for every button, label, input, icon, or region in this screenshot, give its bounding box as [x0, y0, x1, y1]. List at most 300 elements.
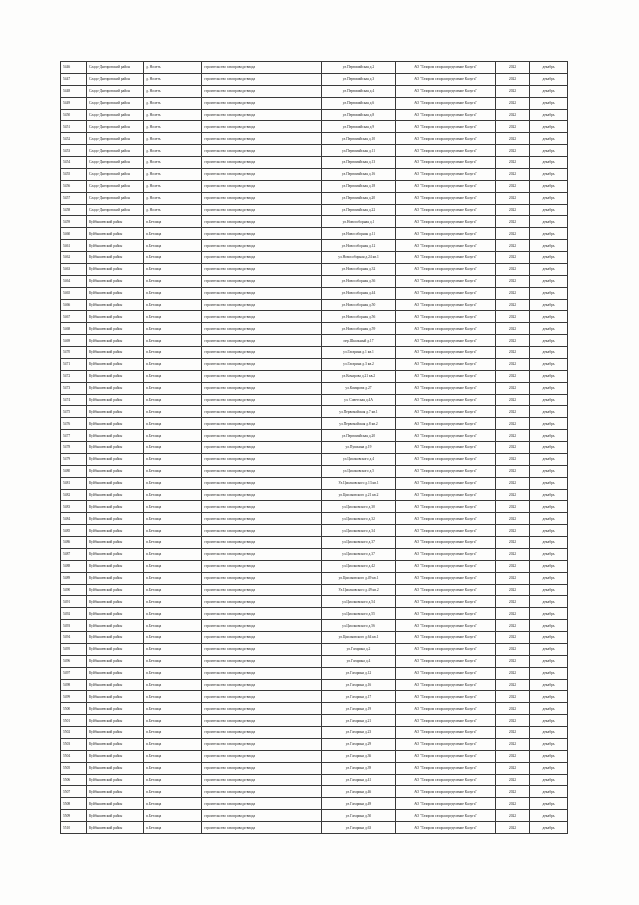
address-cell: ул.Пушкина д.19	[322, 442, 396, 454]
district-cell: Куйбышевский район	[87, 501, 144, 513]
address-cell: ул.Первомайская д.8 кв.2	[322, 418, 396, 430]
settlement-cell: п.Бетлица	[144, 572, 202, 584]
work-type-cell: строительство газопровода-ввода	[202, 477, 322, 489]
organization-cell: АО "Газпром газораспределение Калуга"	[396, 703, 496, 715]
organization-cell: АО "Газпром газораспределение Калуга"	[396, 180, 496, 192]
address-cell: ул.Гагарина д.19	[322, 703, 396, 715]
year-cell: 2022	[496, 537, 530, 549]
table-row	[61, 572, 568, 584]
table-row	[61, 430, 568, 442]
work-type-cell: строительство газопровода-ввода	[202, 774, 322, 786]
month-cell: декабрь	[530, 703, 568, 715]
month-cell: декабрь	[530, 168, 568, 180]
district-cell: Куйбышевский район	[87, 240, 144, 252]
work-type-cell: строительство газопровода-ввода	[202, 738, 322, 750]
row-number: 5459	[61, 216, 87, 228]
work-type-cell: строительство газопровода-ввода	[202, 537, 322, 549]
work-type-cell: строительство газопровода-ввода	[202, 370, 322, 382]
work-type-cell: строительство газопровода-ввода	[202, 121, 322, 133]
organization-cell: АО "Газпром газораспределение Калуга"	[396, 608, 496, 620]
row-number: 5462	[61, 252, 87, 264]
year-cell: 2022	[496, 798, 530, 810]
year-cell: 2022	[496, 299, 530, 311]
year-cell: 2022	[496, 762, 530, 774]
month-cell: декабрь	[530, 774, 568, 786]
table-row	[61, 228, 568, 240]
work-type-cell: строительство газопровода-ввода	[202, 335, 322, 347]
row-number: 5475	[61, 406, 87, 418]
address-cell: ул.Гагарина д.46	[322, 786, 396, 798]
row-number: 5457	[61, 192, 87, 204]
district-cell: Куйбышевский район	[87, 430, 144, 442]
month-cell: декабрь	[530, 620, 568, 632]
year-cell: 2022	[496, 121, 530, 133]
table-row	[61, 786, 568, 798]
address-cell: ул.Циолковского д.49 кв.1	[322, 572, 396, 584]
table-row	[61, 133, 568, 145]
year-cell: 2022	[496, 358, 530, 370]
row-number: 5458	[61, 204, 87, 216]
address-cell: ул.Комарова д.27	[322, 382, 396, 394]
work-type-cell: строительство газопровода-ввода	[202, 643, 322, 655]
organization-cell: АО "Газпром газораспределение Калуга"	[396, 145, 496, 157]
address-cell: ул.Циолковского д.56	[322, 620, 396, 632]
organization-cell: АО "Газпром газораспределение Калуга"	[396, 168, 496, 180]
organization-cell: АО "Газпром газораспределение Калуга"	[396, 560, 496, 572]
work-type-cell: строительство газопровода-ввода	[202, 228, 322, 240]
district-cell: Куйбышевский район	[87, 252, 144, 264]
table-row	[61, 691, 568, 703]
table-row	[61, 584, 568, 596]
table-row	[61, 335, 568, 347]
month-cell: декабрь	[530, 477, 568, 489]
organization-cell: АО "Газпром газораспределение Калуга"	[396, 406, 496, 418]
row-number: 5504	[61, 750, 87, 762]
organization-cell: АО "Газпром газораспределение Калуга"	[396, 347, 496, 359]
table-row	[61, 750, 568, 762]
table-row	[61, 263, 568, 275]
month-cell: декабрь	[530, 655, 568, 667]
district-cell: Сладо-Днепровский район	[87, 145, 144, 157]
district-cell: Куйбышевский район	[87, 715, 144, 727]
work-type-cell: строительство газопровода-ввода	[202, 679, 322, 691]
work-type-cell: строительство газопровода-ввода	[202, 501, 322, 513]
row-number: 5484	[61, 513, 87, 525]
district-cell: Куйбышевский район	[87, 323, 144, 335]
settlement-cell: п.Бетлица	[144, 477, 202, 489]
table-row	[61, 798, 568, 810]
table-row	[61, 655, 568, 667]
settlement-cell: д. Нолеть	[144, 204, 202, 216]
address-cell: ул.Первомайская д.13	[322, 157, 396, 169]
settlement-cell: д. Нолеть	[144, 145, 202, 157]
table-row	[61, 738, 568, 750]
district-cell: Куйбышевский район	[87, 335, 144, 347]
address-cell: ул.Циолковского д.64 кв.1	[322, 632, 396, 644]
district-cell: Сладо-Днепровский район	[87, 168, 144, 180]
year-cell: 2022	[496, 643, 530, 655]
table-row	[61, 477, 568, 489]
month-cell: декабрь	[530, 691, 568, 703]
settlement-cell: п.Бетлица	[144, 643, 202, 655]
settlement-cell: п.Бетлица	[144, 667, 202, 679]
row-number: 5478	[61, 442, 87, 454]
row-number: 5480	[61, 465, 87, 477]
district-cell: Куйбышевский район	[87, 810, 144, 822]
table-row	[61, 73, 568, 85]
year-cell: 2022	[496, 311, 530, 323]
settlement-cell: п.Бетлица	[144, 501, 202, 513]
year-cell: 2022	[496, 501, 530, 513]
address-cell: ул.Гагарина д.41	[322, 774, 396, 786]
work-type-cell: строительство газопровода-ввода	[202, 655, 322, 667]
row-number: 5471	[61, 358, 87, 370]
settlement-cell: п.Бетлица	[144, 798, 202, 810]
work-type-cell: строительство газопровода-ввода	[202, 810, 322, 822]
row-number: 5486	[61, 537, 87, 549]
work-type-cell: строительство газопровода-ввода	[202, 406, 322, 418]
organization-cell: АО "Газпром газораспределение Калуга"	[396, 750, 496, 762]
year-cell: 2022	[496, 489, 530, 501]
work-type-cell: строительство газопровода-ввода	[202, 97, 322, 109]
district-cell: Сладо-Днепровский район	[87, 204, 144, 216]
year-cell: 2022	[496, 97, 530, 109]
settlement-cell: п.Бетлица	[144, 703, 202, 715]
table-row	[61, 513, 568, 525]
row-number: 5469	[61, 335, 87, 347]
district-cell: Куйбышевский район	[87, 679, 144, 691]
settlement-cell: д. Нолеть	[144, 157, 202, 169]
address-cell: ул.Новособорная д.36	[322, 275, 396, 287]
settlement-cell: д. Нолеть	[144, 168, 202, 180]
row-number: 5467	[61, 311, 87, 323]
district-cell: Куйбышевский район	[87, 477, 144, 489]
settlement-cell: п.Бетлица	[144, 335, 202, 347]
year-cell: 2022	[496, 335, 530, 347]
organization-cell: АО "Газпром газораспределение Калуга"	[396, 810, 496, 822]
organization-cell: АО "Газпром газораспределение Калуга"	[396, 584, 496, 596]
row-number: 5451	[61, 121, 87, 133]
organization-cell: АО "Газпром газораспределение Калуга"	[396, 430, 496, 442]
district-cell: Куйбышевский район	[87, 453, 144, 465]
address-cell: ул.Новособорная д.59	[322, 323, 396, 335]
settlement-cell: п.Бетлица	[144, 560, 202, 572]
month-cell: декабрь	[530, 287, 568, 299]
work-type-cell: строительство газопровода-ввода	[202, 216, 322, 228]
year-cell: 2022	[496, 145, 530, 157]
year-cell: 2022	[496, 157, 530, 169]
district-cell: Куйбышевский район	[87, 489, 144, 501]
row-number: 5452	[61, 133, 87, 145]
organization-cell: АО "Газпром газораспределение Калуга"	[396, 62, 496, 74]
organization-cell: АО "Газпром газораспределение Калуга"	[396, 204, 496, 216]
settlement-cell: п.Бетлица	[144, 584, 202, 596]
row-number: 5477	[61, 430, 87, 442]
work-type-cell: строительство газопровода-ввода	[202, 430, 322, 442]
year-cell: 2022	[496, 133, 530, 145]
address-cell: ул.Гагарина д.4	[322, 655, 396, 667]
district-cell: Куйбышевский район	[87, 299, 144, 311]
settlement-cell: п.Бетлица	[144, 774, 202, 786]
address-cell: ул.Циолковского д.4	[322, 453, 396, 465]
work-type-cell: строительство газопровода-ввода	[202, 275, 322, 287]
table-row	[61, 715, 568, 727]
settlement-cell: п.Бетлица	[144, 240, 202, 252]
district-cell: Куйбышевский район	[87, 762, 144, 774]
address-cell: ул.Новособорная д.12	[322, 240, 396, 252]
work-type-cell: строительство газопровода-ввода	[202, 525, 322, 537]
work-type-cell: строительство газопровода-ввода	[202, 465, 322, 477]
settlement-cell: д. Нолеть	[144, 97, 202, 109]
row-number: 5487	[61, 548, 87, 560]
organization-cell: АО "Газпром газораспределение Калуга"	[396, 335, 496, 347]
settlement-cell: д. Нолеть	[144, 133, 202, 145]
table-row	[61, 548, 568, 560]
table-row	[61, 525, 568, 537]
table-row	[61, 192, 568, 204]
organization-cell: АО "Газпром газораспределение Калуга"	[396, 121, 496, 133]
district-cell: Куйбышевский район	[87, 774, 144, 786]
table-row	[61, 632, 568, 644]
year-cell: 2022	[496, 394, 530, 406]
address-cell: ул.Первомайская д.11	[322, 145, 396, 157]
address-cell: ул.Гагарина д.3 кв.2	[322, 358, 396, 370]
month-cell: декабрь	[530, 738, 568, 750]
organization-cell: АО "Газпром газораспределение Калуга"	[396, 109, 496, 121]
year-cell: 2022	[496, 323, 530, 335]
month-cell: декабрь	[530, 572, 568, 584]
table-row	[61, 537, 568, 549]
year-cell: 2022	[496, 109, 530, 121]
work-type-cell: строительство газопровода-ввода	[202, 442, 322, 454]
organization-cell: АО "Газпром газораспределение Калуга"	[396, 655, 496, 667]
settlement-cell: п.Бетлица	[144, 299, 202, 311]
year-cell: 2022	[496, 560, 530, 572]
organization-cell: АО "Газпром газораспределение Калуга"	[396, 73, 496, 85]
district-cell: Куйбышевский район	[87, 798, 144, 810]
row-number: 5483	[61, 501, 87, 513]
district-cell: Куйбышевский район	[87, 560, 144, 572]
row-number: 5447	[61, 73, 87, 85]
organization-cell: АО "Газпром газораспределение Калуга"	[396, 97, 496, 109]
organization-cell: АО "Газпром газораспределение Калуга"	[396, 311, 496, 323]
district-cell: Куйбышевский район	[87, 525, 144, 537]
work-type-cell: строительство газопровода-ввода	[202, 252, 322, 264]
settlement-cell: п.Бетлица	[144, 750, 202, 762]
row-number: 5492	[61, 608, 87, 620]
settlement-cell: п.Бетлица	[144, 513, 202, 525]
year-cell: 2022	[496, 703, 530, 715]
month-cell: декабрь	[530, 382, 568, 394]
district-cell: Куйбышевский район	[87, 216, 144, 228]
year-cell: 2022	[496, 810, 530, 822]
row-number: 5472	[61, 370, 87, 382]
month-cell: декабрь	[530, 667, 568, 679]
district-cell: Куйбышевский район	[87, 584, 144, 596]
row-number: 5474	[61, 394, 87, 406]
month-cell: декабрь	[530, 560, 568, 572]
month-cell: декабрь	[530, 406, 568, 418]
month-cell: декабрь	[530, 465, 568, 477]
district-cell: Куйбышевский район	[87, 370, 144, 382]
address-cell: ул.Гагарина д.21	[322, 715, 396, 727]
month-cell: декабрь	[530, 347, 568, 359]
settlement-cell: п.Бетлица	[144, 311, 202, 323]
row-number: 5446	[61, 62, 87, 74]
month-cell: декабрь	[530, 394, 568, 406]
year-cell: 2022	[496, 750, 530, 762]
settlement-cell: п.Бетлица	[144, 596, 202, 608]
year-cell: 2022	[496, 584, 530, 596]
month-cell: декабрь	[530, 643, 568, 655]
row-number: 5448	[61, 85, 87, 97]
month-cell: декабрь	[530, 216, 568, 228]
address-cell: ул.Первомайская д.6	[322, 97, 396, 109]
work-type-cell: строительство газопровода-ввода	[202, 85, 322, 97]
organization-cell: АО "Газпром газораспределение Калуга"	[396, 465, 496, 477]
table-row	[61, 370, 568, 382]
organization-cell: АО "Газпром газораспределение Калуга"	[396, 643, 496, 655]
row-number: 5496	[61, 655, 87, 667]
month-cell: декабрь	[530, 62, 568, 74]
year-cell: 2022	[496, 168, 530, 180]
address-cell: ул.Первомайская д.10	[322, 133, 396, 145]
work-type-cell: строительство газопровода-ввода	[202, 584, 322, 596]
month-cell: декабрь	[530, 822, 568, 834]
month-cell: декабрь	[530, 762, 568, 774]
work-type-cell: строительство газопровода-ввода	[202, 299, 322, 311]
row-number: 5497	[61, 667, 87, 679]
district-cell: Куйбышевский район	[87, 287, 144, 299]
table-row	[61, 97, 568, 109]
row-number: 5465	[61, 287, 87, 299]
month-cell: декабрь	[530, 727, 568, 739]
settlement-cell: п.Бетлица	[144, 275, 202, 287]
address-cell: ул.Первомайская д.7 кв.1	[322, 406, 396, 418]
year-cell: 2022	[496, 477, 530, 489]
settlement-cell: п.Бетлица	[144, 442, 202, 454]
work-type-cell: строительство газопровода-ввода	[202, 240, 322, 252]
year-cell: 2022	[496, 85, 530, 97]
work-type-cell: строительство газопровода-ввода	[202, 347, 322, 359]
row-number: 5473	[61, 382, 87, 394]
month-cell: декабрь	[530, 157, 568, 169]
table-row	[61, 596, 568, 608]
row-number: 5489	[61, 572, 87, 584]
table-row	[61, 121, 568, 133]
address-cell: ул.Гагарина д.49	[322, 798, 396, 810]
organization-cell: АО "Газпром газораспределение Калуга"	[396, 275, 496, 287]
work-type-cell: строительство газопровода-ввода	[202, 180, 322, 192]
organization-cell: АО "Газпром газораспределение Калуга"	[396, 727, 496, 739]
work-type-cell: строительство газопровода-ввода	[202, 560, 322, 572]
year-cell: 2022	[496, 192, 530, 204]
settlement-cell: п.Бетлица	[144, 691, 202, 703]
organization-cell: АО "Газпром газораспределение Калуга"	[396, 786, 496, 798]
row-number: 5454	[61, 157, 87, 169]
address-cell: ул.Гагарина д.39	[322, 762, 396, 774]
district-cell: Куйбышевский район	[87, 228, 144, 240]
address-cell: ул.Новособорная д.32	[322, 263, 396, 275]
address-cell: ул.Циолковского д.30	[322, 501, 396, 513]
table-row	[61, 157, 568, 169]
settlement-cell: п.Бетлица	[144, 632, 202, 644]
year-cell: 2022	[496, 465, 530, 477]
month-cell: декабрь	[530, 323, 568, 335]
month-cell: декабрь	[530, 584, 568, 596]
table-row	[61, 453, 568, 465]
address-cell: ул.Первомайская д.18	[322, 180, 396, 192]
month-cell: декабрь	[530, 275, 568, 287]
district-cell: Куйбышевский район	[87, 786, 144, 798]
settlement-cell: п.Бетлица	[144, 822, 202, 834]
organization-cell: АО "Газпром газораспределение Калуга"	[396, 525, 496, 537]
district-cell: Куйбышевский район	[87, 596, 144, 608]
year-cell: 2022	[496, 525, 530, 537]
address-cell: ул.Циолковского д.55	[322, 608, 396, 620]
address-cell: ул.Циолковского д.34	[322, 525, 396, 537]
month-cell: декабрь	[530, 596, 568, 608]
settlement-cell: п.Бетлица	[144, 370, 202, 382]
month-cell: декабрь	[530, 85, 568, 97]
address-cell: ул.Новособорная д.56	[322, 311, 396, 323]
organization-cell: АО "Газпром газораспределение Калуга"	[396, 477, 496, 489]
address-cell: ул.Новособорная д.50	[322, 299, 396, 311]
work-type-cell: строительство газопровода-ввода	[202, 311, 322, 323]
year-cell: 2022	[496, 382, 530, 394]
year-cell: 2022	[496, 204, 530, 216]
year-cell: 2022	[496, 715, 530, 727]
table-row	[61, 608, 568, 620]
district-cell: Куйбышевский район	[87, 548, 144, 560]
address-cell: ул.Новособорная д.44	[322, 287, 396, 299]
address-cell: ул.Гагарина д.36	[322, 750, 396, 762]
district-cell: Куйбышевский район	[87, 406, 144, 418]
table-row	[61, 620, 568, 632]
month-cell: декабрь	[530, 418, 568, 430]
year-cell: 2022	[496, 370, 530, 382]
work-type-cell: строительство газопровода-ввода	[202, 667, 322, 679]
organization-cell: АО "Газпром газораспределение Калуга"	[396, 192, 496, 204]
district-cell: Куйбышевский район	[87, 418, 144, 430]
settlement-cell: п.Бетлица	[144, 453, 202, 465]
month-cell: декабрь	[530, 121, 568, 133]
work-type-cell: строительство газопровода-ввода	[202, 62, 322, 74]
table-row	[61, 311, 568, 323]
organization-cell: АО "Газпром газораспределение Калуга"	[396, 667, 496, 679]
work-type-cell: строительство газопровода-ввода	[202, 703, 322, 715]
district-cell: Куйбышевский район	[87, 667, 144, 679]
settlement-cell: п.Бетлица	[144, 263, 202, 275]
year-cell: 2022	[496, 228, 530, 240]
work-type-cell: строительство газопровода-ввода	[202, 109, 322, 121]
district-cell: Куйбышевский район	[87, 347, 144, 359]
address-cell: ул.Циолковского д.42	[322, 560, 396, 572]
row-number: 5493	[61, 620, 87, 632]
gasification-schedule-table	[60, 61, 568, 834]
year-cell: 2022	[496, 252, 530, 264]
address-cell: ул.Гагарина д.23	[322, 727, 396, 739]
organization-cell: АО "Газпром газораспределение Калуга"	[396, 442, 496, 454]
work-type-cell: строительство газопровода-ввода	[202, 715, 322, 727]
district-cell: Сладо-Днепровский район	[87, 180, 144, 192]
row-number: 5490	[61, 584, 87, 596]
year-cell: 2022	[496, 596, 530, 608]
table-row	[61, 358, 568, 370]
table-row	[61, 560, 568, 572]
work-type-cell: строительство газопровода-ввода	[202, 572, 322, 584]
organization-cell: АО "Газпром газораспределение Калуга"	[396, 691, 496, 703]
